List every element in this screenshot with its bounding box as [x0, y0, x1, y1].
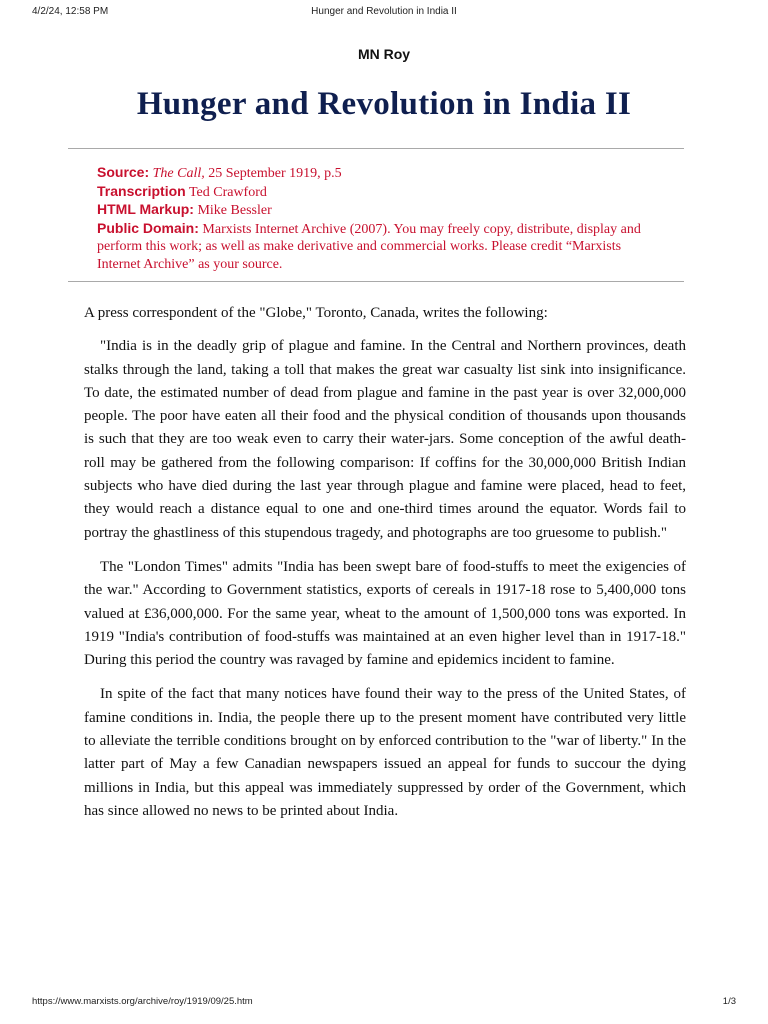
source-info-block	[97, 164, 657, 273]
source-line	[97, 164, 657, 183]
public-domain-value: Marxists Internet Archive (2007). You may freely copy, distribute, display and perform this work; as well as make derivative and commercial works. Please credit “Marxists Internet Archive” as your source.	[97, 221, 641, 272]
paragraph: A press correspondent of the "Globe," Toronto, Canada, writes the following:	[84, 305, 548, 321]
print-date: 4/2/24, 12:58 PM	[32, 6, 109, 17]
markup-line	[97, 201, 657, 220]
source-label: Source:	[97, 164, 150, 180]
paragraph: "India is in the deadly grip of plague and famine. In the Central and Northern provinces, death stalks through the land, taking a toll that makes the great war casualty list sink into insignificance. To date, the estimated number of dead from plague and famine in the past year is over 32,000,000 people. The poor have eaten all their food and the physical condition of thousands upon thousands is such that they are too weak even to carry their water-jars. Some conception of the awful death-roll may be gathered from the following comparison: If coffins for the 30,000,000 British Indian subjects who have died during the last year through plague and famine were placed, head to feet, they would reach a distance equal to one and one-third times around the equator. Words fail to portray the ghastliness of this stupendous tragedy, and photographs are too gruesome to publish."	[84, 338, 686, 541]
page-url: https://www.marxists.org/archive/roy/1919/09/25.htm	[32, 996, 253, 1007]
divider-bottom	[68, 281, 684, 282]
print-page-title: Hunger and Revolution in India II	[311, 6, 457, 17]
article-body	[84, 302, 686, 834]
paragraph: The "London Times" admits "India has been swept bare of food-stuffs to meet the exigencies of the war." According to Government statistics, exports of cereals in 1917-18 rose to 5,400,000 tons valued at £36,000,000. For the same year, wheat to the amount of 1,500,000 tons was exported. In 1919 "India's contribution of food-stuffs was maintained at an even higher level than in 1917-18." During this period the country was ravaged by famine and epidemics incident to famine.	[84, 558, 686, 669]
markup-label: HTML Markup:	[97, 201, 194, 217]
paragraph: In spite of the fact that many notices have found their way to the press of the United States, of famine conditions in. India, the people there up to the present moment have contributed very little to alleviate the terrible conditions brought on by enforced contribution to the "war of liberty." In the latter part of May a few Canadian newspapers issued an appeal for funds to succour the dying millions in India, but this appeal was immediately suppressed by order of the Government, which has since allowed no news to be printed about India.	[84, 686, 686, 819]
transcription-value: Ted Crawford	[188, 184, 267, 200]
transcription-line	[97, 183, 657, 202]
article-title: Hunger and Revolution in India II	[136, 86, 632, 122]
print-header	[0, 6, 768, 22]
page-number: 1/3	[722, 996, 736, 1007]
author-name: MN Roy	[357, 46, 411, 62]
print-footer	[0, 996, 768, 1012]
transcription-label: Transcription	[97, 182, 186, 199]
public-domain-line	[97, 220, 657, 274]
source-publication: The Call,	[152, 166, 205, 181]
public-domain-label: Public Domain:	[97, 219, 199, 236]
source-detail: 25 September 1919, p.5	[208, 166, 342, 181]
markup-value: Mike Bessler	[197, 203, 272, 218]
divider-top	[68, 148, 684, 149]
